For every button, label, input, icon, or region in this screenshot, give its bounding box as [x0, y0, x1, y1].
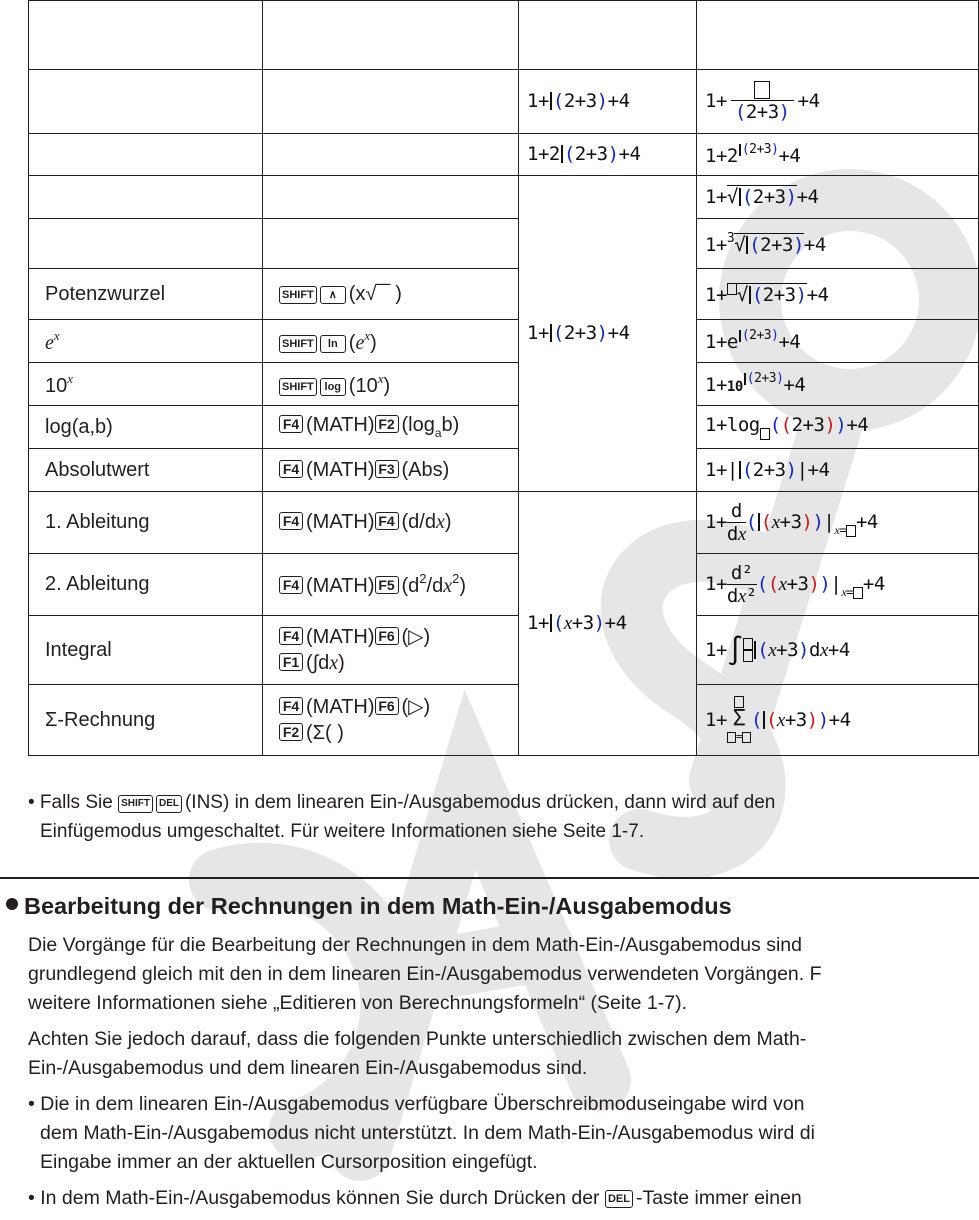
f3-key: F3: [375, 460, 399, 478]
sqrt-display: 1+√ (2+3)+4: [705, 185, 819, 208]
exp-display: 1+e $^{(2+3)}$+4: [705, 328, 801, 353]
header-cell: [263, 1, 519, 70]
linear-input-shared: [519, 492, 697, 756]
shift-key: SHIFT: [279, 335, 317, 353]
derivative-display: 1+ $\frac{d}{dx}$ ( $(x+3))|_{x=} +4$: [705, 499, 878, 545]
function-label: 10$^x$: [29, 363, 263, 406]
key-operation: F4 (MATH) F3 (Abs): [263, 449, 519, 492]
key-operation: SHIFT $\ln (e^x)$: [263, 320, 519, 363]
shift-key: SHIFT: [279, 286, 317, 304]
f4-key: F4: [279, 512, 303, 530]
power-key: ∧: [320, 286, 346, 304]
table-row: [29, 70, 979, 134]
f1-key: F1: [279, 653, 303, 671]
table-row: [29, 363, 979, 406]
math-display: [697, 363, 979, 406]
table-row: [29, 176, 979, 219]
key-operation: [263, 176, 519, 219]
math-display: [697, 269, 979, 320]
key-operation: [263, 70, 519, 134]
sigma-display: 1+ Σ = ( (x+3))+4: [705, 709, 851, 731]
math-display: [697, 320, 979, 363]
math-display: [697, 554, 979, 616]
key-operation: F4 (MATH) F6 (▷) F2 (Σ( ): [263, 685, 519, 756]
math-display: [697, 406, 979, 449]
paragraph: Die Vorgänge für die Bearbeitung der Rechnungen in dem Math-Ein-/Ausgabemodus sind grundlegend gleich mit den in dem linearen Ein-/Ausgabemodus verwendeten Vorgängen. F weitere Informationen siehe „Editieren von Berechnungsformeln“ (Seite 1-7).: [28, 934, 822, 1014]
del-key: DEL: [605, 1190, 633, 1208]
nth-root-display: 1+ √ (2+3)+4: [705, 284, 829, 306]
table-row: [29, 269, 979, 320]
function-label: Potenzwurzel: [29, 269, 263, 320]
function-label: [29, 134, 263, 176]
function-label: $e^x$: [29, 320, 263, 363]
f4-key: F4: [279, 415, 303, 433]
cbrt-display: 1+$^3$√ (2+3)+4: [705, 230, 826, 256]
linear-input: [519, 134, 697, 176]
logab-display: 1+log ((2+3))+4: [705, 414, 868, 436]
function-label: Σ-Rechnung: [29, 685, 263, 756]
function-label: [29, 176, 263, 219]
bullet-item: • Die in dem linearen Ein-/Ausgabemodus verfügbare Überschreibmoduseingabe wird von dem Math-Ein-/Ausgabemodus nicht unterstützt. In dem Math-Ein-/Ausgabemodus wird di Eingabe immer an der aktuellen Cursorposition eingefügt.: [28, 1093, 815, 1173]
abs-display: 1+| (2+3)|+4: [705, 458, 830, 481]
function-label: Integral: [29, 616, 263, 685]
function-label: 2. Ableitung: [29, 554, 263, 616]
function-label: log(a,b): [29, 406, 263, 449]
power-display: 1+2 $^{(2+3)}$+4: [705, 141, 801, 167]
integral-display: 1+∫ (x+3)dx+4: [705, 633, 850, 667]
table-row: [29, 616, 979, 685]
section-heading: Bearbeitung der Rechnungen in dem Math-Ein-/Ausgabemodus: [6, 893, 732, 920]
f2-key: F2: [279, 723, 303, 741]
table-row: [29, 134, 979, 176]
f6-key: F6: [375, 697, 399, 715]
function-label: [29, 70, 263, 134]
math-display: [697, 176, 979, 219]
f6-key: F6: [375, 627, 399, 645]
key-operation: [263, 269, 519, 320]
calc-expression: 1+ (x+3)+4: [527, 612, 627, 634]
fraction-display: 1+ (2+3) +4: [705, 90, 820, 112]
del-key: DEL: [156, 795, 182, 813]
function-label: 1. Ableitung: [29, 492, 263, 554]
function-label: Absolutwert: [29, 449, 263, 492]
f4-key: F4: [279, 627, 303, 645]
table-row: [29, 449, 979, 492]
key-result: (x√‾‾ ): [348, 282, 402, 305]
key-operation: F4 (MATH) F4 (d/dx): [263, 492, 519, 554]
f2-key: F2: [375, 415, 399, 433]
key-operation: F4 (MATH) F6 (▷) F1 (∫dx): [263, 616, 519, 685]
f4-key: F4: [279, 460, 303, 478]
math-display: [697, 616, 979, 685]
math-display: [697, 492, 979, 554]
table-row: [29, 685, 979, 756]
ln-key: ln: [320, 335, 346, 353]
note-paragraph: • Falls Sie SHIFT DEL (INS) in dem linearen Ein-/Ausgabemodus drücken, dann wird auf den Einfügemodus umgeschaltet. Für weitere Informationen siehe Seite 1-7.: [28, 792, 776, 842]
math-display: [697, 134, 979, 176]
section-body: [28, 931, 979, 1220]
calc-expression: 1+ (2+3)+4: [527, 322, 630, 344]
paragraph: Achten Sie jedoch darauf, dass die folgenden Punkte unterschiedlich zwischen dem Math- Ein-/Ausgabemodus und dem linearen Ein-/Ausgabemodus sind.: [28, 1028, 807, 1079]
key-operation: F4 (MATH) F5 $(d^2/dx^2)$: [263, 554, 519, 616]
table-row: [29, 320, 979, 363]
bullet-item: • In dem Math-Ein-/Ausgabemodus können Sie durch Drücken der DEL -Taste immer einen: [28, 1187, 802, 1209]
key-operation: SHIFT log (10$^x$): [263, 363, 519, 406]
header-cell: [29, 1, 263, 70]
shift-key: SHIFT: [279, 378, 317, 396]
math-display: [697, 219, 979, 269]
linear-input: [519, 70, 697, 134]
linear-input-shared: [519, 176, 697, 492]
function-label: [29, 219, 263, 269]
f4-key: F4: [279, 576, 303, 594]
bullet-dot: [6, 898, 18, 910]
table-row: [29, 219, 979, 269]
second-derivative-display: 1+ $\frac{\text{d²}}{\text{dx²}}$ $((x+3))|_{x=} +4$: [705, 561, 885, 607]
section-divider: [0, 877, 979, 879]
calc-expression: 1+2 (2+3)+4: [527, 143, 641, 165]
key-operation: [263, 219, 519, 269]
math-display: [697, 70, 979, 134]
log-key: log: [320, 378, 346, 396]
pow10-display: $1+10^{(2+3)}+4$: [705, 371, 806, 396]
table-row: [29, 554, 979, 616]
math-display: [697, 449, 979, 492]
f5-key: F5: [375, 576, 399, 594]
function-table: [28, 0, 979, 756]
key-operation: F4 (MATH) F2 $(\log_ab)$: [263, 406, 519, 449]
table-row: [29, 492, 979, 554]
math-display: [697, 685, 979, 756]
header-cell: [697, 1, 979, 70]
header-cell: [519, 1, 697, 70]
table-row: [29, 406, 979, 449]
table-header-row: [29, 1, 979, 70]
f4-key: F4: [375, 512, 399, 530]
key-operation: [263, 134, 519, 176]
calc-expression: 1+ (2+3)+4: [527, 90, 630, 112]
shift-key: SHIFT: [118, 795, 153, 813]
f4-key: F4: [279, 697, 303, 715]
